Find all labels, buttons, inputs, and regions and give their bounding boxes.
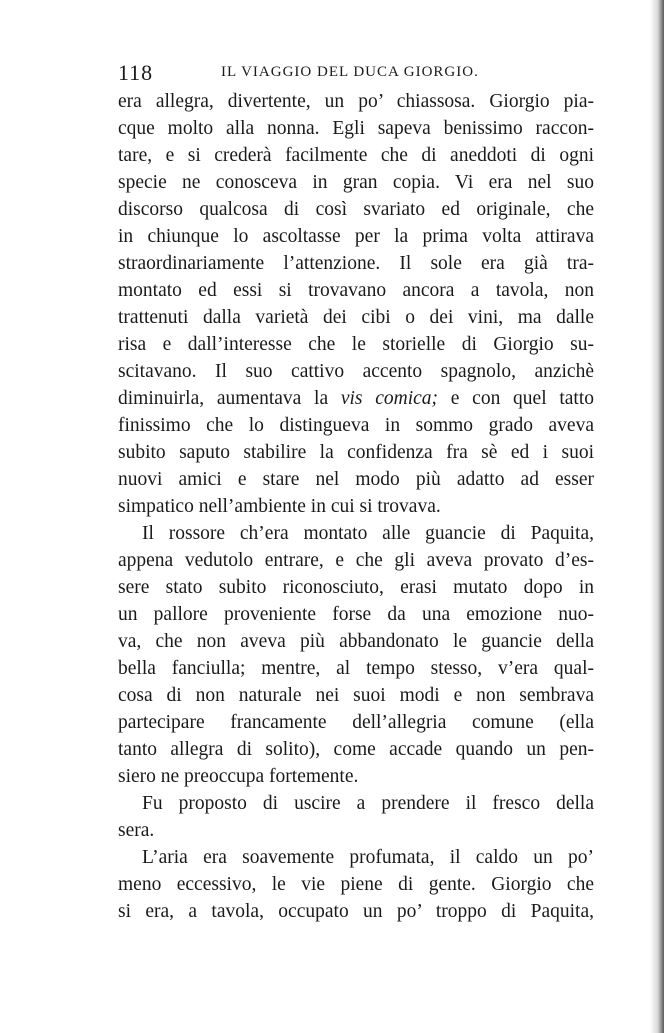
paragraph-end-line: siero ne preoccupa fortemente. bbox=[118, 766, 359, 787]
text-line: trattenuti dalla varietà dei cibi o dei vini, ma dalle bbox=[118, 307, 594, 328]
text-segment: e con quel tatto bbox=[450, 388, 595, 409]
text-line: montato ed essi si trovavano ancora a tavola, non bbox=[118, 280, 594, 301]
text-line: discorso qualcosa di così svariato ed originale, che bbox=[118, 199, 594, 220]
text-line: finissimo che lo distingueva in sommo grado aveva bbox=[118, 415, 594, 436]
page-header bbox=[118, 60, 596, 88]
paragraph-start-line: Fu proposto di uscire a prendere il fresco della bbox=[142, 793, 594, 814]
body-text bbox=[118, 88, 594, 925]
page-edge-shadow bbox=[650, 0, 664, 1033]
paragraph-end-line: simpatico nell’ambiente in cui si trovava. bbox=[118, 496, 441, 517]
running-title: IL VIAGGIO DEL DUCA GIORGIO. bbox=[221, 64, 479, 80]
text-line: cosa di non naturale nei suoi modi e non sembrava bbox=[118, 685, 594, 706]
text-line: tare, e si crederà facilmente che di aneddoti di ogni bbox=[118, 145, 594, 166]
text-line: risa e dall’interesse che le storielle di Giorgio su- bbox=[118, 334, 594, 355]
text-line: un pallore proveniente forse da una emozione nuo- bbox=[118, 604, 594, 625]
paragraph-start-line: L’aria era soavemente profumata, il caldo un po’ bbox=[142, 847, 594, 868]
text-line: straordinariamente l’attenzione. Il sole era già tra- bbox=[118, 253, 594, 274]
text-segment: diminuirla, aumentava la bbox=[118, 388, 329, 409]
text-line: specie ne conosceva in gran copia. Vi era nel suo bbox=[118, 172, 594, 193]
text-line: in chiunque lo ascoltasse per la prima volta attirava bbox=[118, 226, 594, 247]
paragraph-start-line: Il rossore ch’era montato alle guancie di Paquita, bbox=[142, 523, 594, 544]
text-line: scitavano. Il suo cattivo accento spagnolo, anzichè bbox=[118, 361, 594, 382]
text-line: sere stato subito riconosciuto, erasi mutato dopo in bbox=[118, 577, 594, 598]
text-line: partecipare francamente dell’allegria comune (ella bbox=[118, 712, 594, 733]
text-line: meno eccessivo, le vie piene di gente. Giorgio che bbox=[118, 874, 594, 895]
text-line: bella fanciulla; mentre, al tempo stesso, v’era qual- bbox=[118, 658, 594, 679]
paragraph-end-line: sera. bbox=[118, 820, 155, 841]
page-number: 118 bbox=[118, 60, 154, 85]
text-line: appena vedutolo entrare, e che gli aveva provato d’es- bbox=[118, 550, 594, 571]
text-line: era allegra, divertente, un po’ chiassosa. Giorgio pia- bbox=[118, 91, 594, 112]
text-line: cque molto alla nonna. Egli sapeva benissimo raccon- bbox=[118, 118, 594, 139]
text-line: tanto allegra di solito), come accade quando un pen- bbox=[118, 739, 594, 760]
text-line: va, che non aveva più abbandonato le guancie della bbox=[118, 631, 594, 652]
text-line-with-italic bbox=[118, 385, 594, 412]
text-line: si era, a tavola, occupato un po’ troppo di Paquita, bbox=[118, 901, 594, 922]
italic-phrase: vis comica; bbox=[340, 388, 439, 409]
text-line: nuovi amici e stare nel modo più adatto ad esser bbox=[118, 469, 594, 490]
text-line: subito saputo stabilire la confidenza fra sè ed i suoi bbox=[118, 442, 594, 463]
